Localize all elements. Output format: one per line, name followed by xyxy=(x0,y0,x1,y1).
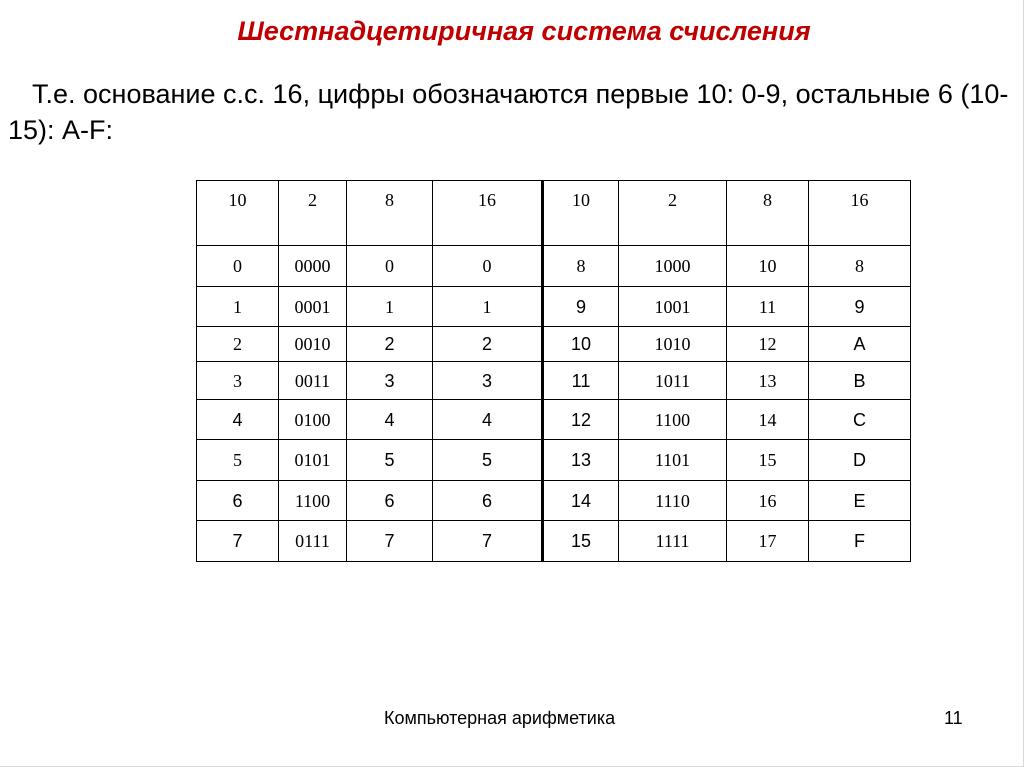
table-cell: 13 xyxy=(543,440,619,481)
table-cell: 1001 xyxy=(619,287,727,327)
table-cell: E xyxy=(809,481,911,521)
table-cell: B xyxy=(809,362,911,400)
header-cell: 16 xyxy=(809,181,911,246)
table-cell: 8 xyxy=(543,246,619,287)
table-cell: 15 xyxy=(543,521,619,562)
table-cell: 0 xyxy=(197,246,279,287)
table-cell: 15 xyxy=(727,440,809,481)
table-cell: 1110 xyxy=(619,481,727,521)
header-cell: 16 xyxy=(433,181,543,246)
footer-text: Компьютерная арифметика xyxy=(384,708,616,728)
table-cell: 12 xyxy=(727,327,809,362)
table-header-row xyxy=(197,181,911,246)
header-cell: 8 xyxy=(347,181,433,246)
number-systems-table xyxy=(196,180,911,562)
table-cell: 0010 xyxy=(279,327,347,362)
table-cell: 2 xyxy=(197,327,279,362)
table-cell: 0001 xyxy=(279,287,347,327)
table-cell: 0011 xyxy=(279,362,347,400)
header-cell: 10 xyxy=(197,181,279,246)
table-cell: 6 xyxy=(433,481,543,521)
table-cell: D xyxy=(809,440,911,481)
table-cell: F xyxy=(809,521,911,562)
table-cell: 10 xyxy=(727,246,809,287)
table-cell: 1 xyxy=(433,287,543,327)
slide-description: Т.е. основание с.с. 16, цифры обозначаются первые 10: 0-9, остальные 6 (10-15): A-F: xyxy=(8,79,1009,145)
table-cell: 1 xyxy=(347,287,433,327)
table-cell: 7 xyxy=(433,521,543,562)
table-row xyxy=(197,521,911,562)
header-cell: 2 xyxy=(619,181,727,246)
table-cell: 14 xyxy=(727,400,809,440)
table-row xyxy=(197,327,911,362)
table-cell: 2 xyxy=(433,327,543,362)
table-cell: 1010 xyxy=(619,327,727,362)
table-row xyxy=(197,400,911,440)
table-cell: 1000 xyxy=(619,246,727,287)
table-cell: 3 xyxy=(347,362,433,400)
table-cell: 11 xyxy=(727,287,809,327)
table-cell: 1100 xyxy=(279,481,347,521)
table-cell: 10 xyxy=(543,327,619,362)
table-row xyxy=(197,481,911,521)
table-cell: 1100 xyxy=(619,400,727,440)
table-cell: 14 xyxy=(543,481,619,521)
table-cell: 1 xyxy=(197,287,279,327)
table-row xyxy=(197,440,911,481)
table-cell: 6 xyxy=(197,481,279,521)
table-cell: 0101 xyxy=(279,440,347,481)
table-cell: 1101 xyxy=(619,440,727,481)
table-cell: 4 xyxy=(197,400,279,440)
header-cell: 2 xyxy=(279,181,347,246)
table-row xyxy=(197,246,911,287)
header-cell: 10 xyxy=(543,181,619,246)
table-cell: 2 xyxy=(347,327,433,362)
table-cell: 5 xyxy=(433,440,543,481)
table-cell: 0 xyxy=(433,246,543,287)
table-cell: 0111 xyxy=(279,521,347,562)
table-cell: 0000 xyxy=(279,246,347,287)
table-cell: 0 xyxy=(347,246,433,287)
table-cell: 8 xyxy=(809,246,911,287)
table-cell: 7 xyxy=(347,521,433,562)
table-cell: 11 xyxy=(543,362,619,400)
table-cell: 5 xyxy=(347,440,433,481)
table-cell: 4 xyxy=(433,400,543,440)
table-cell: 5 xyxy=(197,440,279,481)
page-number: 11 xyxy=(944,708,963,728)
table-cell: 9 xyxy=(543,287,619,327)
table-row xyxy=(197,362,911,400)
table-cell: 17 xyxy=(727,521,809,562)
table-cell: A xyxy=(809,327,911,362)
table-row xyxy=(197,287,911,327)
table-cell: 1111 xyxy=(619,521,727,562)
table-cell: C xyxy=(809,400,911,440)
table-cell: 1011 xyxy=(619,362,727,400)
table-cell: 9 xyxy=(809,287,911,327)
header-cell: 8 xyxy=(727,181,809,246)
slide-title: Шестнадцетиричная система счисления xyxy=(237,16,811,46)
table-cell: 7 xyxy=(197,521,279,562)
table-cell: 0100 xyxy=(279,400,347,440)
table-cell: 4 xyxy=(347,400,433,440)
table-cell: 16 xyxy=(727,481,809,521)
table-cell: 13 xyxy=(727,362,809,400)
table-cell: 12 xyxy=(543,400,619,440)
table-cell: 6 xyxy=(347,481,433,521)
table-cell: 3 xyxy=(197,362,279,400)
table-cell: 3 xyxy=(433,362,543,400)
